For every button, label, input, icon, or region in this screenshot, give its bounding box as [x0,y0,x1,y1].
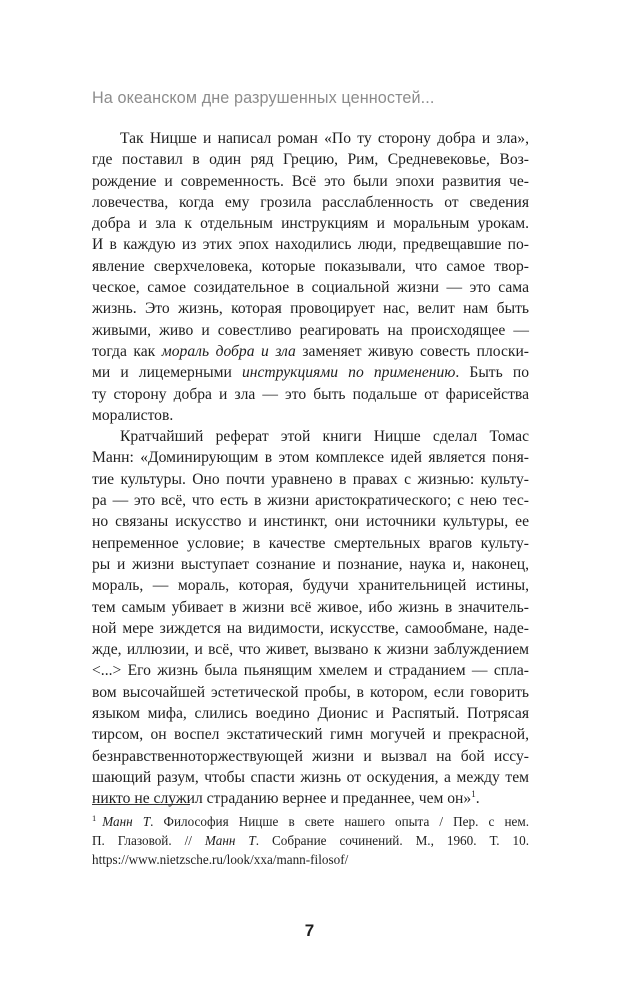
text-line: ловечества, когда ему грозила расслабленность от сведения [92,193,529,211]
text-line [92,362,529,383]
text-run: ми и лицемерными [92,364,242,382]
text-line: ры и жизни выступает сознание и познание, наука и, наконец, [92,555,529,573]
footnote-divider [92,804,190,805]
footnote-text: . Собрание сочинений. М., 1960. Т. 10. [255,833,529,849]
footnote-author: Манн Т [102,814,151,829]
text-line: Манн: «Доминирующим в этом комплексе идей является поня- [92,449,529,467]
text-line: ра — это всё, что есть в жизни аристократического; с нею тес- [92,492,529,510]
text-line: рождение и современность. Всё это были эпохи развития че- [92,172,529,190]
text-line: ту сторону добра и зла — это быть подальше от фарисейства [92,385,529,403]
text-line: ной мере зиждется на видимости, искусстве, самообмане, наде- [92,619,529,637]
text-line: <...> Его жизнь была пьянящим хмелем и страданием — спла- [92,662,529,680]
footnote-reference[interactable]: 1 [471,789,476,800]
text-line: Кратчайший реферат этой книги Ницше сделал Томас [120,428,529,446]
text-line: явление сверхчеловека, которые показывали, что самое твор- [92,257,529,275]
text-line: языком мифа, слились воедино Дионис и Распятый. Потрясая [92,705,529,723]
footnote-author: Манн Т [204,833,256,849]
text-line: непременное условие; в качестве смертельных врагов культу- [92,534,529,552]
text-line: шающий разум, чтобы спасти жизнь от оскудения, а между тем [92,768,529,786]
text-line: жде, иллюзии, и всё, что живет, вызвано к жизни заблуждением [92,641,529,659]
footnote [92,812,529,870]
text-line: тем самым убивает в жизни всё живое, ибо жизнь в значитель- [92,598,529,616]
text-line: но связаны искусство и инстинкт, они источники культуры, ее [92,513,529,531]
text-line: где поставил в один ряд Грецию, Рим, Средневековье, Воз- [92,151,529,169]
text-line: безнравственноторжествующей жизни и вызвал на бой иссу- [92,747,529,765]
text-run: . [475,790,480,808]
footnote-line [92,831,529,850]
text-line: вом высочайшей эстетической пробы, в котором, если говорить [92,683,529,701]
text-run: заменяет живую совесть плоски- [295,342,529,360]
text-line: добра и зла к отдельным инструкциям и моральным урокам. [92,215,529,233]
text-run: тогда как [92,342,162,360]
italic-phrase: инструкциями по применению [241,364,456,382]
paragraph-1 [92,128,529,426]
text-run: никто не служил страданию вернее и преданнее, чем он» [92,790,472,808]
text-line: Так Ницше и написал роман «По ту сторону добра и зла», [120,130,529,147]
footnote-line [92,812,529,831]
text-line: И в каждую из этих эпох находились люди, предвещавшие по- [92,236,529,254]
text-line [92,788,529,809]
paragraph-2 [92,426,529,809]
text-line: моралистов. [92,406,174,424]
footnote-text: . Философия Ницше в свете нашего опыта / Пер. с нем. [150,814,529,829]
text-line: тирсом, он воспел экстатический гимн могучей и прекрасной, [92,726,529,744]
main-text [92,128,529,810]
text-line: жизнь. Это жизнь, которая провоцирует нас, велит нам быть [92,300,529,318]
footnote-text: П. Глазовой. // [92,833,205,849]
running-head: На океанском дне разрушенных ценностей... [92,89,435,107]
text-run: . Быть по [455,364,529,382]
text-line: тие культуры. Оно почти уравнено в правах с жизнью: культу- [92,470,529,488]
footnote-number: 1 [92,813,97,823]
text-line: мораль, — мораль, которая, будучи хранительницей истины, [92,577,529,595]
italic-phrase: мораль добра и зла [161,342,296,360]
text-line: живыми, живо и совестливо реагировать на происходящее — [92,321,529,339]
text-line: ческое, самое созидательное в социальной жизни — это сама [92,279,529,297]
text-line [92,341,529,362]
footnote-url[interactable]: https://www.nietzsche.ru/look/xxa/mann-filosof/ [92,852,349,868]
page-number: 7 [304,921,315,940]
